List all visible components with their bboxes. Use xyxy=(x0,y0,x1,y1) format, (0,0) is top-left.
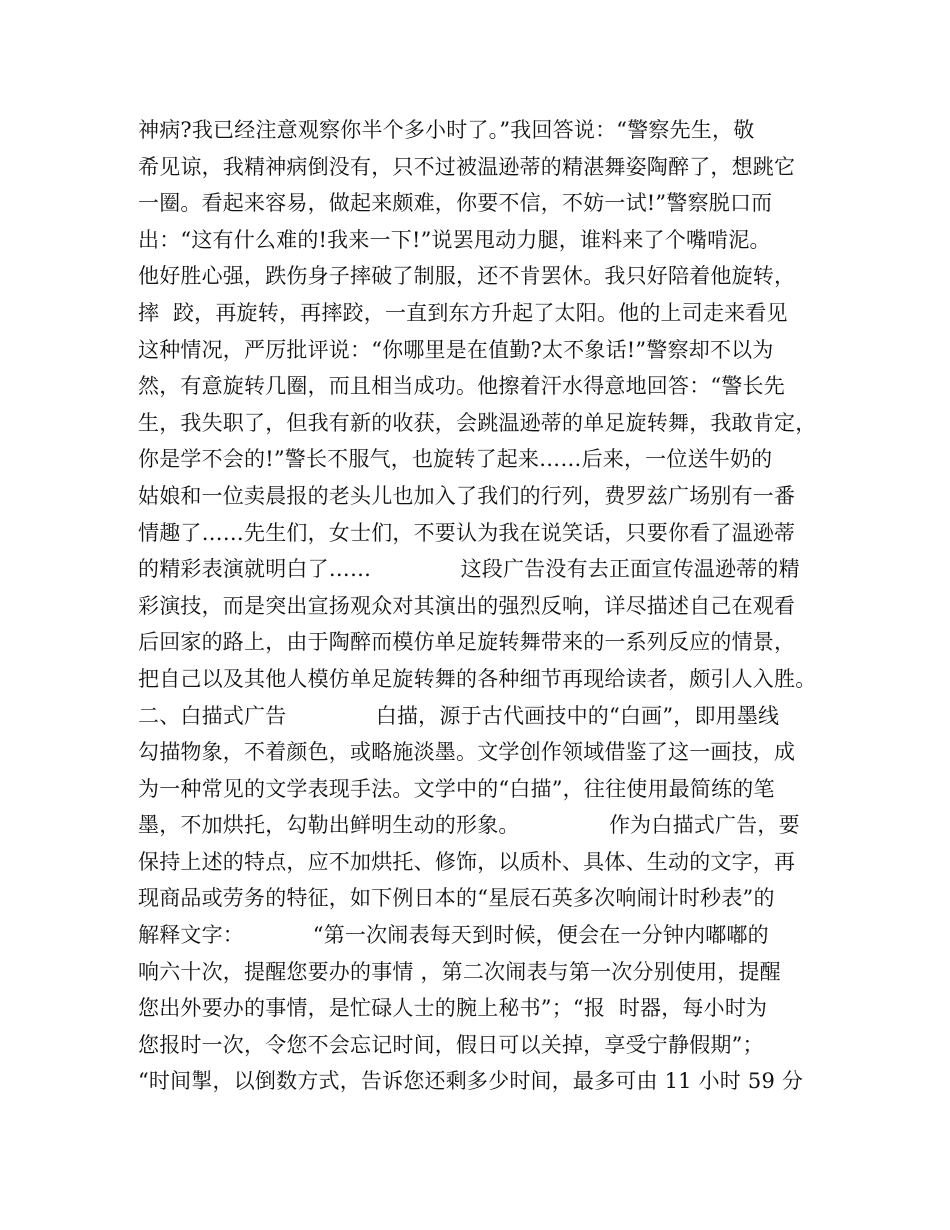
text-line: 的精彩表演就明白了…… 这段广告没有去正面宣传温逊蒂的精 xyxy=(138,557,800,582)
section-heading-line: 二、白描式广告 白描，源于古代画技中的“白画”，即用墨线 xyxy=(138,703,780,728)
text-line: 您出外要办的事情，是忙碌人士的腕上秘书”；“报 时器，每小时为 xyxy=(138,996,768,1021)
text-line: 情趣了……先生们，女士们，不要认为我在说笑话，只要你看了温逊蒂 xyxy=(138,520,796,545)
text-line: 响六十次，提醒您要办的事情 ，第二次闹表与第一次分别使用，提醒 xyxy=(138,959,781,984)
text-line: 勾描物象，不着颜色，或略施淡墨。文学创作领域借鉴了这一画技，成 xyxy=(138,740,796,765)
text-line: 您报时一次，令您不会忘记时间，假日可以关掉，享受宁静假期”； xyxy=(138,1032,764,1057)
text-line: 姑娘和一位卖晨报的老头儿也加入了我们的行列，费罗兹广场别有一番 xyxy=(138,483,796,508)
text-line: 然，有意旋转几圈，而且相当成功。他擦着汗水得意地回答：“警长先 xyxy=(138,374,785,399)
text-line: 你是学不会的!”警长不服气，也旋转了起来……后来，一位送牛奶的 xyxy=(138,447,773,472)
text-line: 希见谅，我精神病倒没有，只不过被温逊蒂的精湛舞姿陶醉了，想跳它 xyxy=(138,154,796,179)
text-line: 这种情况，严厉批评说：“你哪里是在值勤?太不象话!”警察却不以为 xyxy=(138,337,774,362)
text-line: 现商品或劳务的特征，如下例日本的“星辰石英多次响闹计时秒表”的 xyxy=(138,886,775,911)
text-line: 墨，不加烘托，勾勒出鲜明生动的形象。 作为白描式广告，要 xyxy=(138,813,800,838)
text-line: 后回家的路上，由于陶醉而模仿单足旋转舞带来的一系列反应的情景， xyxy=(138,630,796,655)
text-line: 解释文字： “第一次闹表每天到时候，便会在一分钟内嘟嘟的 xyxy=(138,923,769,948)
text-line: 摔 跤，再旋转，再摔跤，一直到东方升起了太阳。他的上司走来看见 xyxy=(138,300,788,325)
text-line: 他好胜心强，跌伤身子摔破了制服，还不肯罢休。我只好陪着他旋转， xyxy=(138,264,796,289)
body-text xyxy=(138,112,838,1100)
text-line: 一圈。看起来容易，做起来颇难，你要不信，不妨一试!”警察脱口而 xyxy=(138,191,773,216)
text-line: 把自己以及其他人模仿单足旋转舞的各种细节再现给读者，颇引人入胜。 xyxy=(138,666,817,691)
text-line: 保持上述的特点，应不加烘托、修饰，以质朴、具体、生动的文字，再 xyxy=(138,849,796,874)
text-line: 神病?我已经注意观察你半个多小时了。”我回答说：“警察先生，敬 xyxy=(138,118,755,142)
text-line: 生，我失职了，但我有新的收获，会跳温逊蒂的单足旋转舞，我敢肯定， xyxy=(138,410,817,435)
text-line: 为一种常见的文学表现手法。文学中的“白描”，往往使用最简练的笔 xyxy=(138,776,775,801)
text-line: “时间掣，以倒数方式，告诉您还剩多少时间，最多可由 11 小时 59 分 xyxy=(138,1069,804,1094)
text-line: 出：“这有什么难的!我来一下!”说罢甩动力腿，谁料来了个嘴啃泥。 xyxy=(138,227,771,252)
text-line: 彩演技，而是突出宣扬观众对其演出的强烈反响，详尽描述自己在观看 xyxy=(138,593,796,618)
